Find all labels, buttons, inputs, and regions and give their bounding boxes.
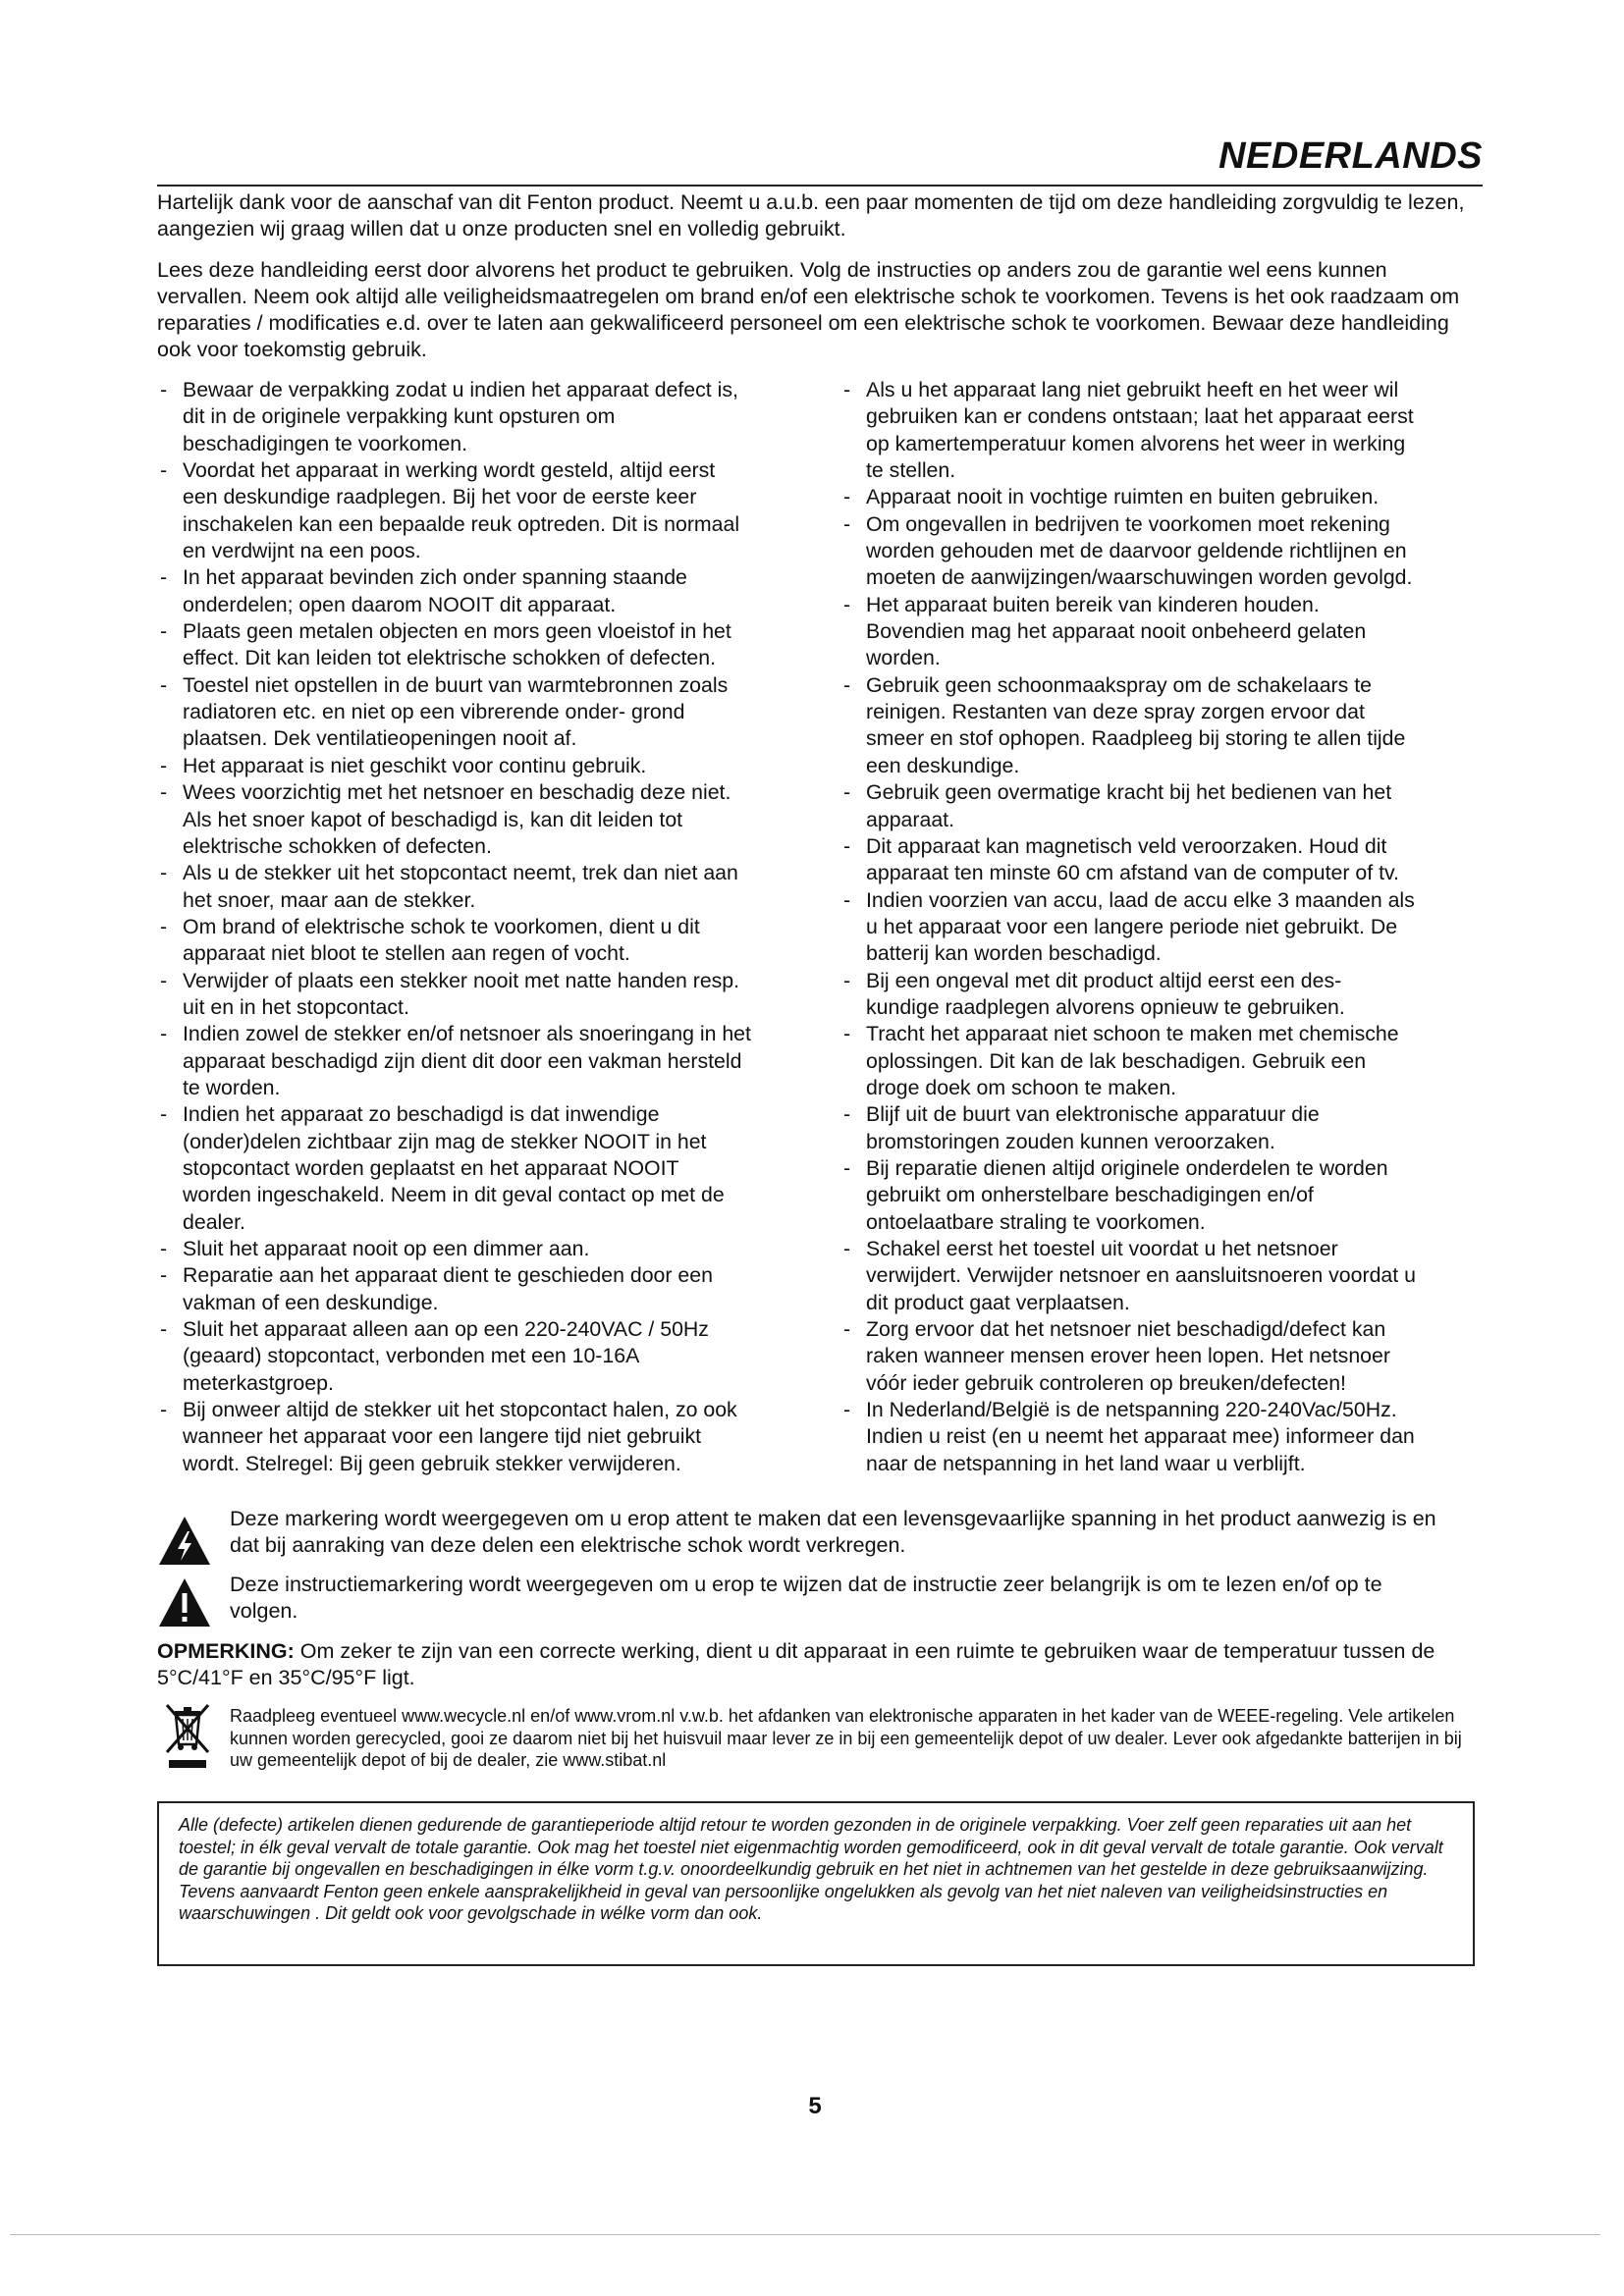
list-item-line: onderdelen; open daarom NOOIT dit apparaat. (183, 592, 617, 616)
bullet-dash: - (160, 672, 168, 697)
weee-text: Raadpleeg eventueel www.wecycle.nl en/of www.vrom.nl v.w.b. het afdanken van elektronische apparaten in het kader van de WEEE-regeling. Vele artikelen kunnen worden gerecycled, gooi ze daarom niet bij het huisvuil maar lever ze in bij een gemeentelijk depot of uw dealer. Lever ook afgedankte batterijen in bij uw gemeentelijk depot of bij de dealer, zie www.stibat.nl (230, 1706, 1462, 1770)
bullet-dash: - (843, 1102, 851, 1127)
list-item-line: wanneer het apparaat voor een langere tijd niet gebruikt (183, 1424, 702, 1449)
exclamation-warning-icon (157, 1575, 212, 1630)
list-item-line: raken wanneer mensen erover heen lopen. Het netsnoer (866, 1344, 1390, 1368)
list-item (157, 457, 825, 564)
list-item-line: Bovendien mag het apparaat nooit onbeheerd gelaten (866, 619, 1367, 644)
list-item-line: gebruiken kan er condens ontstaan; laat het apparaat eerst (866, 404, 1414, 429)
list-item-line: Indien zowel de stekker en/of netsnoer als snoeringang in het (183, 1022, 751, 1046)
bullet-dash: - (160, 780, 168, 805)
list-item-line: gebruikt om onherstelbare beschadigingen en/of (866, 1183, 1314, 1207)
note-label: OPMERKING: (157, 1639, 295, 1663)
list-item (840, 484, 1489, 510)
footer-rule (10, 2234, 1600, 2235)
list-item-line: Als u de stekker uit het stopcontact neemt, trek dan niet aan (183, 861, 738, 885)
list-item-line: meterkastgroep. (183, 1370, 334, 1395)
bullet-dash: - (843, 1237, 851, 1260)
list-item-line: Gebruik geen overmatige kracht bij het bedienen van het (866, 780, 1392, 805)
list-item (157, 779, 825, 860)
list-item-line: verwijdert. Verwijder netsnoer en aansluitsnoeren voordat u (866, 1263, 1416, 1288)
list-item-line: effect. Dit kan leiden tot elektrische schokken of defecten. (183, 646, 716, 670)
list-item-line: een deskundige raadplegen. Bij het voor de eerste keer (183, 485, 697, 509)
list-item-line: Reparatie aan het apparaat dient te geschieden door een (183, 1263, 713, 1288)
bullet-dash: - (160, 1237, 168, 1260)
bullet-dash: - (160, 753, 168, 777)
list-item-line: elektrische schokken of defecten. (183, 833, 492, 858)
list-item-line: worden ingeschakeld. Neem in dit geval contact op met de (183, 1183, 725, 1207)
bullet-dash: - (843, 1317, 851, 1342)
list-item-line: ontoelaatbare straling te voorkomen. (866, 1209, 1206, 1234)
list-item (157, 968, 825, 1022)
list-item-line: worden gehouden met de daarvoor geldende richtlijnen en (866, 539, 1407, 563)
list-item-line: dealer. (183, 1209, 245, 1234)
instruction-warning-text: Deze instructiemarkering wordt weergegeven om u erop te wijzen dat de instructie zeer belangrijk is om te lezen en/of op te volgen. (230, 1573, 1382, 1623)
list-item-line: apparaat beschadigd zijn dient dit door een vakman hersteld (183, 1048, 742, 1073)
intro-paragraph-2: Lees deze handleiding eerst door alvorens het product te gebruiken. Volg de instructies op anders zou de garantie wel eens kunnen vervallen. Neem ook altijd alle veiligheidsmaatregelen om brand en/of een elektrische schok te voorkomen. Tevens is het ook raadzaam om reparaties / modificaties e.d. over te laten aan gekwalificeerd personeel om een elektrische schok te voorkomen. Bewaar deze handleiding ook voor toekomstig gebruik. (157, 258, 1460, 361)
list-item (157, 1101, 825, 1236)
list-item-line: Als u het apparaat lang niet gebruikt heeft en het weer wil (866, 378, 1399, 401)
list-item-line: Zorg ervoor dat het netsnoer niet beschadigd/defect kan (866, 1317, 1386, 1342)
list-item-line: inschakelen kan een bepaalde reuk optreden. Dit is normaal (183, 511, 740, 536)
list-item (840, 377, 1489, 484)
list-item-line: Schakel eerst het toestel uit voordat u het netsnoer (866, 1237, 1338, 1260)
list-item-line: Bij een ongeval met dit product altijd eerst een des- (866, 968, 1342, 992)
list-item-line: apparaat niet bloot te stellen aan regen of vocht. (183, 941, 630, 966)
lightning-warning-text: Deze markering wordt weergegeven om u erop attent te maken dat een levensgevaarlijke spanning in het product aanwezig is en dat bij aanraking van deze delen een elektrische schok wordt verkregen. (230, 1507, 1436, 1557)
list-item-line: Bewaar de verpakking zodat u indien het apparaat defect is, (183, 378, 738, 401)
list-item-line: reinigen. Restanten van deze spray zorgen ervoor dat (866, 700, 1365, 724)
list-item (840, 887, 1489, 968)
list-item (157, 1262, 825, 1316)
list-item-line: Wees voorzichtig met het netsnoer en beschadig deze niet. (183, 780, 731, 805)
list-item (840, 1316, 1489, 1397)
list-item-line: dit product gaat verplaatsen. (866, 1290, 1130, 1314)
note-text: Om zeker te zijn van een correcte werking, dient u dit apparaat in een ruimte te gebruiken waar de temperatuur tussen de 5°C/41°F en 35°C/95°F ligt. (157, 1639, 1435, 1689)
list-item-line: kundige raadplegen alvorens opnieuw te gebruiken. (866, 994, 1345, 1019)
weee-bin-icon (163, 1701, 212, 1770)
bullet-dash: - (843, 485, 851, 509)
list-item-line: Toestel niet opstellen in de buurt van warmtebronnen zoals (183, 672, 729, 697)
list-item (840, 592, 1489, 672)
list-item-line: Apparaat nooit in vochtige ruimten en buiten gebruiken. (866, 485, 1380, 509)
bullet-dash: - (843, 511, 851, 536)
bullet-dash: - (843, 1155, 851, 1180)
bullet-dash: - (843, 1398, 851, 1422)
bullet-dash: - (843, 378, 851, 401)
list-item (840, 779, 1489, 833)
list-item-line: wordt. Stelregel: Bij geen gebruik stekker verwijderen. (183, 1451, 681, 1475)
list-item-line: Verwijder of plaats een stekker nooit met natte handen resp. (183, 968, 740, 992)
bullet-dash: - (843, 1022, 851, 1046)
list-item-line: vakman of een deskundige. (183, 1290, 439, 1314)
list-item (157, 377, 825, 457)
list-item-line: uit en in het stopcontact. (183, 994, 409, 1019)
list-item (840, 1101, 1489, 1155)
list-item-line: plaatsen. Dek ventilatieopeningen nooit af. (183, 726, 577, 751)
list-item-line: vóór ieder gebruik controleren op breuken/defecten! (866, 1370, 1346, 1395)
list-item-line: moeten de aanwijzingen/waarschuwingen worden gevolgd. (866, 565, 1413, 590)
list-item (840, 672, 1489, 779)
list-item-line: Het apparaat is niet geschikt voor continu gebruik. (183, 753, 647, 777)
lightning-warning-icon (157, 1514, 212, 1569)
list-item-line: Gebruik geen schoonmaakspray om de schakelaars te (866, 672, 1372, 697)
list-item-line: Plaats geen metalen objecten en mors geen vloeistof in het (183, 619, 731, 644)
bullet-dash: - (160, 1398, 168, 1422)
list-item-line: het snoer, maar aan de stekker. (183, 887, 476, 912)
list-item-line: Als het snoer kapot of beschadigd is, kan dit leiden tot (183, 807, 683, 831)
list-item (157, 1316, 825, 1397)
bullet-dash: - (160, 378, 168, 401)
warranty-box (157, 1801, 1475, 1966)
list-item-line: Bij reparatie dienen altijd originele onderdelen te worden (866, 1155, 1388, 1180)
list-item-line: smeer en stof ophopen. Raadpleeg bij storing te allen tijde (866, 726, 1406, 751)
list-item-line: (onder)delen zichtbaar zijn mag de stekker NOOIT in het (183, 1129, 707, 1153)
list-item-line: oplossingen. Dit kan de lak beschadigen. Gebruik een (866, 1048, 1367, 1073)
bullet-dash: - (843, 592, 851, 616)
list-item (157, 1236, 825, 1262)
list-item-line: apparaat. (866, 807, 954, 831)
list-item (157, 564, 825, 618)
list-item-line: Indien u reist (en u neemt het apparaat mee) informeer dan (866, 1424, 1415, 1449)
bullet-dash: - (160, 861, 168, 885)
list-item-line: Sluit het apparaat alleen aan op een 220-240VAC / 50Hz (183, 1317, 709, 1342)
note-paragraph (157, 1638, 1483, 1691)
list-item (840, 968, 1489, 1022)
list-item-line: te worden. (183, 1075, 281, 1099)
bullet-dash: - (160, 1102, 168, 1127)
bullet-dash: - (843, 887, 851, 912)
list-item-line: te stellen. (866, 458, 956, 483)
safety-list-right (840, 377, 1489, 1477)
intro-paragraph-1: Hartelijk dank voor de aanschaf van dit Fenton product. Neemt u a.u.b. een paar momenten de tijd om deze handleiding zorgvuldig te lezen, aangezien wij graag willen dat u onze producten snel en volledig gebruikt. (157, 190, 1465, 240)
title-rule (157, 185, 1483, 187)
list-item (157, 914, 825, 968)
list-item-line: Om brand of elektrische schok te voorkomen, dient u dit (183, 914, 700, 938)
list-item-line: batterij kan worden beschadigd. (866, 941, 1162, 966)
list-item-line: dit in de originele verpakking kunt opsturen om (183, 404, 616, 429)
page-title: NEDERLANDS (1218, 135, 1483, 177)
bullet-dash: - (160, 1022, 168, 1046)
list-item-line: u het apparaat voor een langere periode niet gebruikt. De (866, 914, 1398, 938)
list-item-line: Dit apparaat kan magnetisch veld veroorzaken. Houd dit (866, 833, 1387, 858)
bullet-dash: - (160, 914, 168, 938)
bullet-dash: - (843, 672, 851, 697)
list-item (157, 1397, 825, 1477)
warranty-text: Alle (defecte) artikelen dienen gedurende de garantieperiode altijd retour te worden gezonden in de originele verpakking. Voer zelf geen reparaties uit aan het toestel; in élk geval vervalt de totale garantie. Ook mag het toestel niet eigenmachtig worden gemodificeerd, ook in dit geval vervalt de totale garantie. Ook vervalt de garantie bij ongevallen en beschadigingen in élke vorm t.g.v. onoordeelkundig gebruik en het niet in achtnemen van het gestelde in deze gebruiksaanwijzing. Tevens aanvaardt Fenton geen enkele aansprakelijkheid in geval van persoonlijke ongelukken als gevolg van het niet naleven van veiligheidsinstructies en waarschuwingen . Dit geldt ook voor gevolgschade in wélke vorm dan ook. (179, 1815, 1443, 1923)
page-number: 5 (808, 2093, 822, 2119)
list-item-line: beschadigingen te voorkomen. (183, 431, 468, 455)
bullet-dash: - (160, 458, 168, 483)
bullet-dash: - (160, 619, 168, 644)
list-item (840, 1236, 1489, 1316)
list-item (840, 1155, 1489, 1236)
bullet-dash: - (160, 565, 168, 590)
list-item-line: bromstoringen zouden kunnen veroorzaken. (866, 1129, 1275, 1153)
list-item-line: Indien het apparaat zo beschadigd is dat inwendige (183, 1102, 660, 1127)
list-item-line: een deskundige. (866, 753, 1020, 777)
list-item-line: In het apparaat bevinden zich onder spanning staande (183, 565, 687, 590)
bullet-dash: - (843, 968, 851, 992)
list-item (157, 672, 825, 753)
list-item-line: en verdwijnt na een poos. (183, 539, 421, 563)
bullet-dash: - (843, 833, 851, 858)
list-item-line: In Nederland/België is de netspanning 220-240Vac/50Hz. (866, 1398, 1397, 1422)
list-item-line: Blijf uit de buurt van elektronische apparatuur die (866, 1102, 1320, 1127)
list-item (157, 618, 825, 672)
list-item-line: Om ongevallen in bedrijven te voorkomen moet rekening (866, 511, 1390, 536)
list-item (157, 860, 825, 914)
list-item-line: Bij onweer altijd de stekker uit het stopcontact halen, zo ook (183, 1398, 737, 1422)
list-item-line: Sluit het apparaat nooit op een dimmer aan. (183, 1237, 590, 1260)
list-item-line: Tracht het apparaat niet schoon te maken met chemische (866, 1022, 1399, 1046)
bullet-dash: - (160, 1263, 168, 1288)
list-item-line: stopcontact worden geplaatst en het apparaat NOOIT (183, 1155, 679, 1180)
list-item (840, 1397, 1489, 1477)
list-item (157, 753, 825, 779)
list-item (157, 1021, 825, 1101)
bullet-dash: - (160, 968, 168, 992)
list-item-line: Het apparaat buiten bereik van kinderen houden. (866, 592, 1320, 616)
list-item (840, 1021, 1489, 1101)
list-item-line: naar de netspanning in het land waar u verblijft. (866, 1451, 1306, 1475)
bullet-dash: - (843, 780, 851, 805)
list-item (840, 833, 1489, 887)
bullet-dash: - (160, 1317, 168, 1342)
safety-list-left (157, 377, 825, 1477)
list-item-line: worden. (866, 646, 941, 670)
list-item (840, 511, 1489, 592)
list-item-line: op kamertemperatuur komen alvorens het weer in werking (866, 431, 1406, 455)
list-item-line: Voordat het apparaat in werking wordt gesteld, altijd eerst (183, 458, 716, 483)
list-item-line: droge doek om schoon te maken. (866, 1075, 1177, 1099)
list-item-line: radiatoren etc. en niet op een vibrerende onder- grond (183, 700, 685, 724)
list-item-line: apparaat ten minste 60 cm afstand van de computer of tv. (866, 861, 1399, 885)
list-item-line: Indien voorzien van accu, laad de accu elke 3 maanden als (866, 887, 1415, 912)
list-item-line: (geaard) stopcontact, verbonden met een 10-16A (183, 1344, 640, 1368)
